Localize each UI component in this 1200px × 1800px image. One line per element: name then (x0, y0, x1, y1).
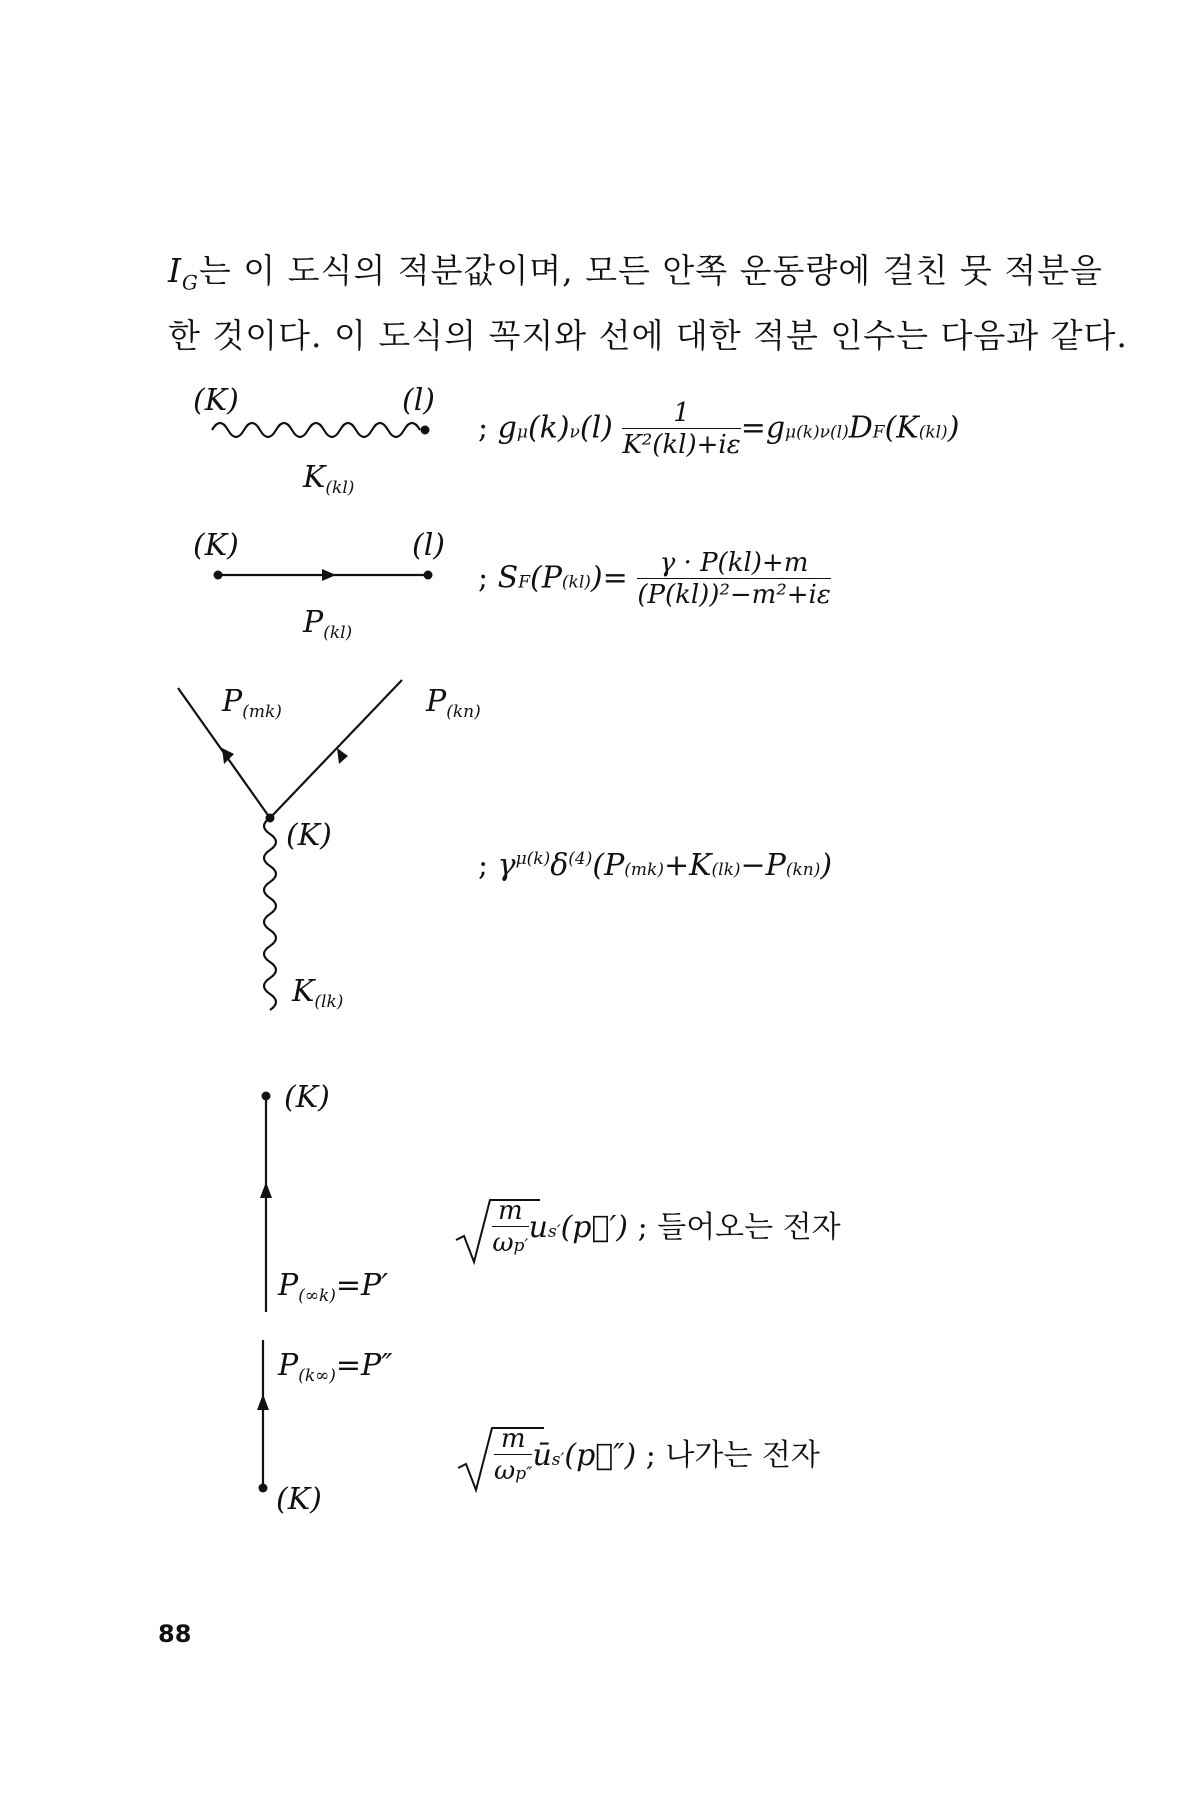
photon-formula-rhs-rest2: (K (884, 410, 919, 446)
outgoing-sqrt-fraction (494, 1424, 532, 1490)
photon-formula-sep: ; (478, 410, 489, 446)
photon-formula-rhs-close: ) (947, 410, 960, 446)
electron-formula-lhs-close: )= (590, 560, 628, 596)
outgoing-momentum-sub: (k∞) (298, 1366, 336, 1386)
vertex-right-line (270, 680, 402, 818)
incoming-momentum-label (278, 1268, 388, 1306)
incoming-sep: ; (637, 1210, 648, 1245)
vertex-formula-gamma-sup: μ(k) (515, 849, 551, 869)
intro-line-1-text: 는 이 도식의 적분값이며, 모든 안쪽 운동량에 걸친 뭇 적분을 (198, 251, 1103, 290)
vertex-formula-plus: +K (663, 848, 712, 883)
outgoing-description: 나가는 전자 (665, 1438, 820, 1473)
vertex-left-arrow (222, 748, 234, 764)
incoming-spinor: u (528, 1210, 548, 1245)
vertex-right-arrow (337, 748, 348, 764)
incoming-spinor-sub: s′ (547, 1222, 561, 1242)
incoming-formula (492, 1196, 841, 1262)
photon-formula-rhs-sub: μ(k)ν(l) (785, 422, 849, 443)
intro-line-2: 한 것이다. 이 도식의 꼭지와 선에 대한 적분 인수는 다음과 같다. (168, 315, 1128, 355)
photon-label-right: (l) (402, 383, 436, 418)
vertex-photon-momentum-sub: (lk) (314, 992, 344, 1012)
vertex-point-label: (K) (286, 818, 332, 853)
outgoing-momentum-eq: =P″ (335, 1348, 393, 1383)
electron-formula-lhs: S (497, 560, 519, 596)
outgoing-vertex-dot (259, 1484, 268, 1493)
outgoing-fraction-denominator (494, 1455, 532, 1490)
vertex-formula-s2: (lk) (711, 860, 741, 880)
page-number: 88 (158, 1620, 192, 1648)
outgoing-momentum: P (278, 1348, 299, 1383)
vertex-formula-s3: (kn) (785, 860, 821, 880)
photon-formula-rhs-sub2: F (872, 422, 885, 443)
photon-formula-rhs-rest: D (848, 410, 873, 446)
electron-arrow (322, 569, 336, 581)
vertex-formula-delta-sup: (4) (568, 849, 593, 869)
electron-label-right: (l) (412, 528, 446, 563)
photon-formula-nu-sub: ν (569, 422, 580, 443)
electron-momentum: P (303, 605, 324, 640)
incoming-spinor-arg: (p⃗′) (560, 1210, 629, 1245)
electron-formula-sep: ; (478, 560, 489, 596)
electron-momentum-sub: (kl) (323, 623, 353, 643)
photon-fraction-denominator: K²(kl)+iε (622, 430, 741, 460)
photon-end-dot (421, 426, 430, 435)
outgoing-arrow (257, 1394, 269, 1410)
incoming-momentum-sub: (∞k) (298, 1286, 336, 1306)
vertex-right-momentum-sub: (kn) (446, 702, 481, 722)
photon-formula-rhs: =g (740, 410, 786, 446)
incoming-sqrt-fraction (492, 1196, 529, 1262)
outgoing-spinor-arg: (p⃗″) (564, 1438, 637, 1473)
photon-formula-lhs-sub: μ (516, 422, 528, 443)
outgoing-momentum-label (278, 1348, 392, 1386)
electron-propagator-formula (478, 548, 831, 611)
electron-label-left: (K) (193, 528, 239, 563)
incoming-description: 들어오는 전자 (657, 1210, 841, 1245)
photon-fraction (622, 398, 740, 461)
outgoing-spinor-sub: s′ (551, 1450, 565, 1470)
intro-symbol: I (168, 251, 183, 290)
vertex-photon-line (264, 818, 276, 1010)
electron-formula-lhs-rest: (P (530, 560, 562, 596)
incoming-den-sub: p′ (513, 1236, 529, 1256)
vertex-formula-gamma: γ (497, 848, 516, 883)
vertex-left-momentum-sub: (mk) (242, 702, 282, 722)
photon-propagator-formula (478, 398, 959, 461)
photon-momentum: K (303, 460, 326, 495)
outgoing-vertex-label: (K) (276, 1482, 322, 1517)
electron-fraction-numerator: γ · P(kl)+m (637, 548, 830, 579)
vertex-formula-delta: δ (550, 848, 569, 883)
vertex-formula-minus: −P (740, 848, 786, 883)
incoming-den-omega: ω (492, 1228, 514, 1258)
outgoing-den-sub: p″ (515, 1464, 533, 1484)
photon-formula-lhs-rest2: (l) (579, 410, 613, 446)
photon-propagator-line (212, 423, 420, 437)
outgoing-spinor: ū (532, 1438, 552, 1473)
intro-symbol-sub: G (182, 271, 199, 295)
vertex-photon-momentum: K (292, 974, 315, 1009)
outgoing-den-omega: ω (494, 1456, 516, 1486)
outgoing-fraction-numerator: m (494, 1424, 532, 1455)
photon-momentum-label (303, 460, 354, 498)
vertex-right-momentum: P (426, 684, 447, 719)
vertex-formula-close: ) (820, 848, 833, 883)
outgoing-formula (494, 1424, 820, 1490)
incoming-fraction-denominator (492, 1227, 529, 1262)
photon-formula-lhs-rest: (k) (527, 410, 570, 446)
electron-formula-lhs-sub2: (kl) (561, 572, 591, 593)
electron-start-dot (214, 571, 223, 580)
vertex-left-momentum-label (222, 684, 282, 722)
incoming-vertex-label: (K) (284, 1080, 330, 1115)
vertex-left-momentum: P (222, 684, 243, 719)
photon-formula-lhs: g (497, 410, 517, 446)
vertex-formula (478, 848, 832, 883)
vertex-formula-s1: (mk) (624, 860, 664, 880)
vertex-photon-label (292, 974, 343, 1012)
vertex-right-momentum-label (426, 684, 481, 722)
incoming-momentum: P (278, 1268, 299, 1303)
electron-end-dot (424, 571, 433, 580)
photon-label-left: (K) (193, 383, 239, 418)
outgoing-sep: ; (645, 1438, 656, 1473)
photon-momentum-sub: (kl) (325, 478, 355, 498)
electron-fraction-denominator: (P(kl))²−m²+iε (637, 580, 831, 610)
electron-momentum-label (303, 605, 352, 643)
photon-fraction-numerator: 1 (622, 398, 740, 429)
photon-formula-rhs-sub3: (kl) (918, 422, 948, 443)
electron-formula-lhs-sub: F (518, 572, 531, 593)
electron-fraction (637, 548, 830, 611)
incoming-momentum-eq: =P′ (335, 1268, 389, 1303)
incoming-arrow (260, 1182, 272, 1198)
incoming-fraction-numerator: m (492, 1196, 529, 1227)
vertex-formula-sep: ; (478, 848, 489, 883)
vertex-formula-args: (P (592, 848, 625, 883)
